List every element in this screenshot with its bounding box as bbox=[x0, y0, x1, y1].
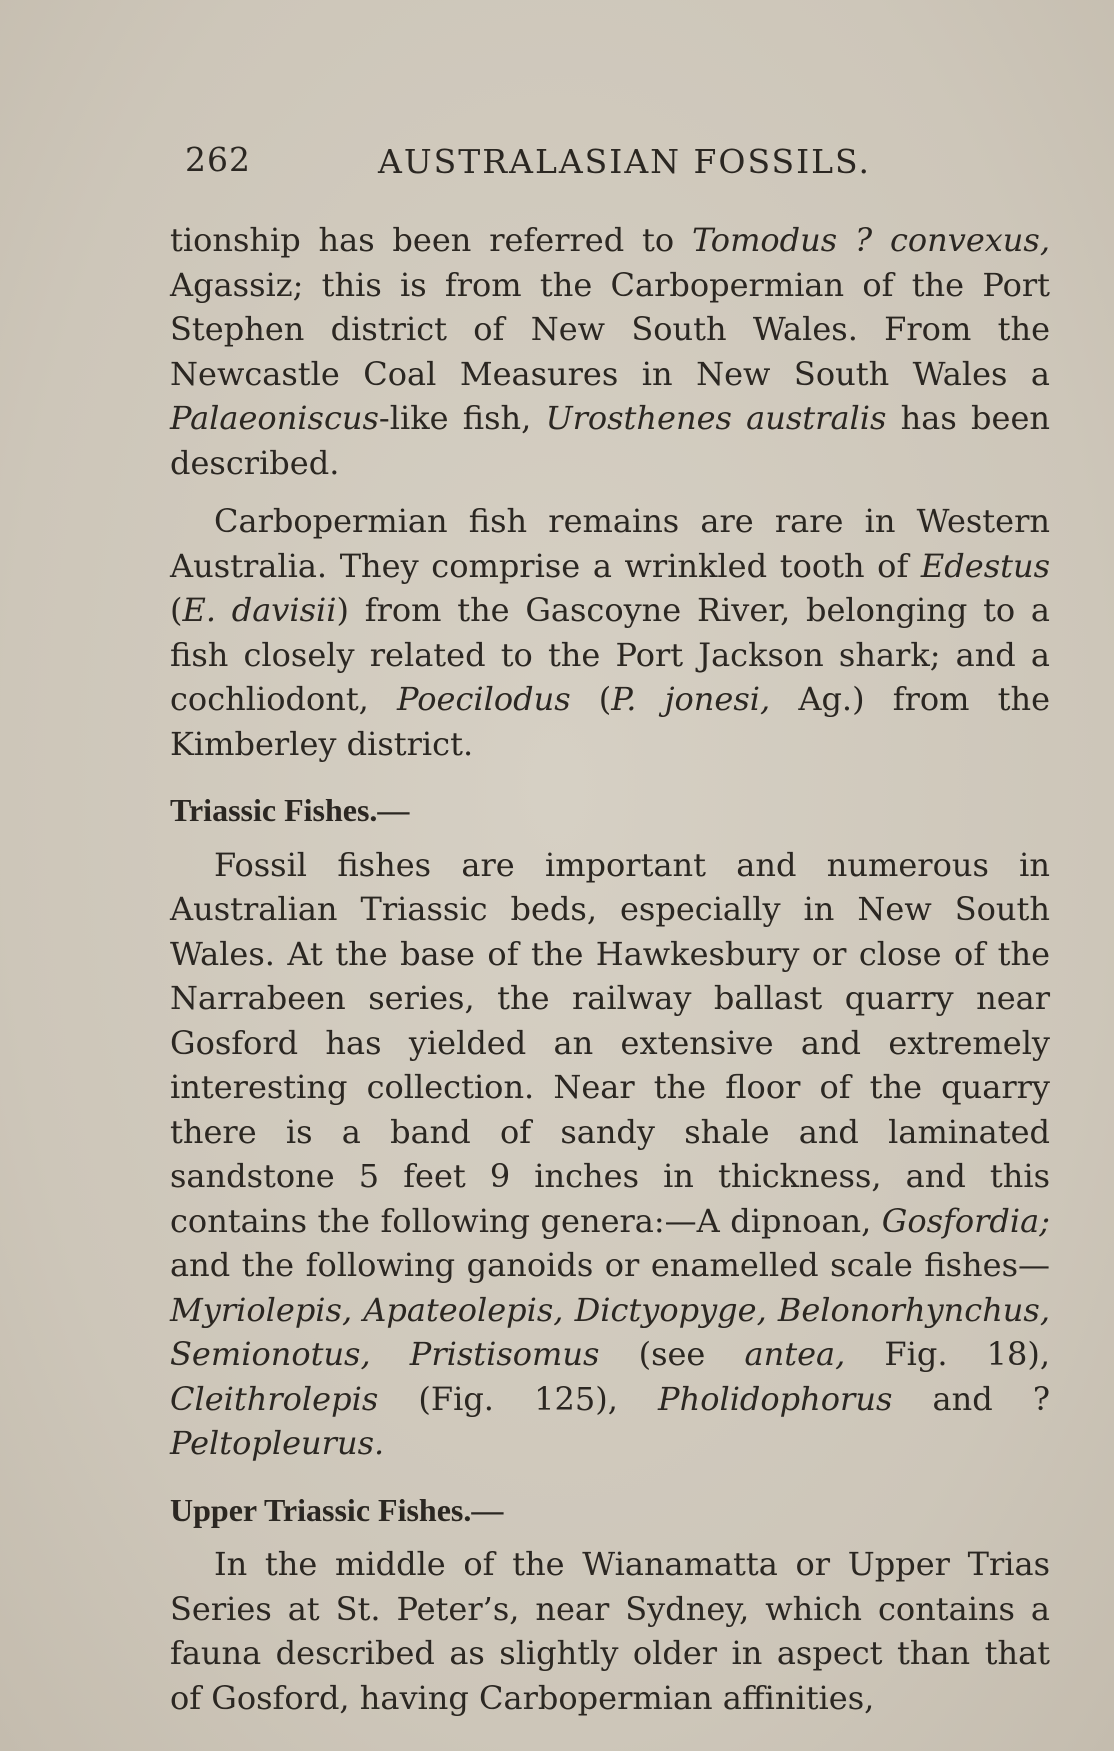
running-head bbox=[185, 140, 1055, 190]
section-heading-triassic: Triassic Fishes.— bbox=[170, 792, 410, 828]
paragraph-4: In the middle of the Wianamatta or Upper Trias Series at St. Peter’s, near Sydney, which contains a fauna described as slightly older in aspect than that of Gosford, having Carbopermian affinities, bbox=[170, 1545, 1050, 1717]
paragraph-3: Fossil fishes are important and numerous in Australian Triassic beds, especially in New South Wales. At the base of the Hawkesbury or close of the Narrabeen series, the railway ballast quarry near Gosford has yielded an extensive and extremely interesting collection. Near the floor of the quarry there is a band of sandy shale and laminated sandstone 5 feet 9 inches in thickness, and this contains the following genera:—A dipnoan, Gosfordia; and the following ganoids or enamelled scale fishes—Myriolepis, Apateolepis, Dictyopyge, Belonorhynchus, Semionotus, Pristisomus (see antea, Fig. 18), Cleithrolepis (Fig. 125), Pholidophorus and ? Peltopleurus. bbox=[170, 845, 1051, 1462]
section-heading-upper-triassic: Upper Triassic Fishes.— bbox=[170, 1491, 504, 1528]
body-text bbox=[170, 218, 1050, 1720]
running-title: AUSTRALASIAN FOSSILS. bbox=[378, 142, 871, 181]
paragraph-2: Carbopermian fish remains are rare in Western Australia. They comprise a wrinkled tooth of Edestus (E. davisii) from the Gascoyne River, belonging to a fish closely related to the Port Jackson shark; and a cochliodont, Poecilodus (P. jonesi, Ag.) from the Kimberley district. bbox=[170, 502, 1051, 763]
page-number: 262 bbox=[185, 140, 251, 179]
paragraph-1: tionship has been referred to Tomodus ? convexus, Agassiz; this is from the Carbopermian of the Port Stephen district of New South Wales. From the Newcastle Coal Measures in New South Wales a Palaeoniscus-like fish, Urosthenes australis has been described. bbox=[170, 221, 1051, 482]
